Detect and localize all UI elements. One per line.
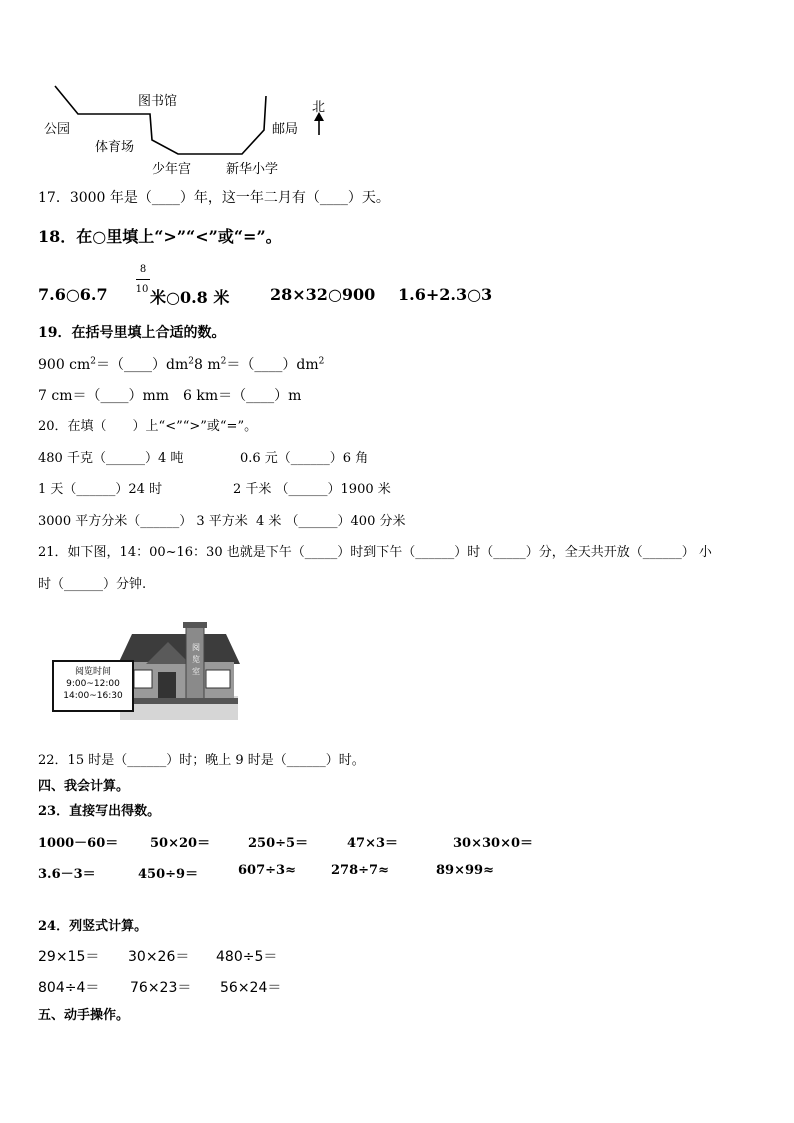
superscript: 2	[318, 356, 325, 367]
question-19-l1c: 8 m	[194, 357, 221, 373]
question-20-r1a: 480 千克（______）4 吨	[38, 451, 184, 466]
question-24-title: 24．列竖式计算。	[38, 919, 148, 934]
calc-item: 56×24＝	[220, 980, 282, 996]
superscript: 2	[220, 356, 227, 367]
map-label-youth-palace: 少年宫	[152, 162, 192, 177]
question-23-title: 23．直接写出得数。	[38, 804, 161, 819]
question-21-line2: 时（______）分钟.	[38, 577, 147, 592]
map-label-xinhua-school: 新华小学	[226, 162, 279, 177]
question-19-line2: 7 cm＝（____）mm 6 km＝（____）m	[38, 388, 302, 404]
calc-item: 30×26＝	[128, 949, 190, 965]
sign-time-1: 9:00~12:00	[66, 679, 120, 689]
section-4-title: 四、我会计算。	[38, 779, 130, 794]
calc-item: 47×3＝	[347, 836, 399, 851]
question-20-r3a: 3000 平方分米（______） 3 平方米	[38, 514, 248, 529]
map-label-post-office: 邮局	[272, 122, 299, 137]
calc-item: 250÷5＝	[248, 836, 309, 851]
opening-hours-sign	[52, 660, 134, 712]
calc-item: 1000－60＝	[38, 836, 119, 851]
question-20-r3b: 4 米 （______）400 分米	[256, 514, 406, 529]
question-19-l1d: ＝（____）dm	[226, 357, 319, 373]
building-label-3: 室	[192, 667, 200, 676]
question-18-a: 7.6○6.7	[38, 285, 108, 304]
question-18-c: 28×32○900	[270, 285, 376, 304]
question-20-r2b: 2 千米 （______）1900 米	[233, 482, 391, 497]
calc-item: 278÷7≈	[331, 863, 389, 878]
question-19-l1a: 900 cm	[38, 357, 91, 373]
question-17: 17．3000 年是（____）年，这一年二月有（____）天。	[38, 190, 390, 206]
question-18-b: 米○0.8 米	[150, 288, 230, 307]
question-18-frac-den: 10	[135, 284, 149, 295]
question-20-r1b: 0.6 元（______）6 角	[240, 451, 369, 466]
map-label-park: 公园	[44, 122, 71, 137]
sign-title: 阅览时间	[74, 667, 111, 677]
map-label-north: 北	[312, 100, 326, 115]
map-label-stadium: 体育场	[95, 140, 135, 155]
sign-time-2: 14:00~16:30	[63, 691, 123, 701]
calc-item: 50×20＝	[150, 836, 211, 851]
superscript: 2	[90, 356, 97, 367]
calc-item: 76×23＝	[130, 980, 192, 996]
calc-item: 30×30×0＝	[453, 836, 534, 851]
calc-item: 29×15＝	[38, 949, 100, 965]
calc-item: 480÷5＝	[216, 949, 278, 965]
map-label-library: 图书馆	[138, 94, 178, 109]
section-5-title: 五、动手操作。	[38, 1008, 130, 1023]
question-19-title: 19．在括号里填上合适的数。	[38, 325, 226, 341]
building-label-1: 阅	[192, 643, 200, 652]
question-19-l1b: ＝（____）dm	[96, 357, 189, 373]
question-18-title: 18．在○里填上“>”“<”或“=”。	[38, 227, 282, 246]
question-20-r2a: 1 天（______）24 时	[38, 482, 163, 497]
question-20-title: 20．在填（ ）上“<”“>”或“=”。	[38, 419, 258, 434]
calc-item: 804÷4＝	[38, 980, 100, 996]
calc-item: 607÷3≈	[238, 863, 296, 878]
superscript: 2	[188, 356, 195, 367]
question-18-frac-num: 8	[139, 264, 147, 275]
question-21-line1: 21．如下图，14：00~16：30 也就是下午（_____）时到下午（______）时（_____）分，全天共开放（______） 小	[38, 545, 712, 560]
calc-item: 450÷9＝	[138, 867, 199, 882]
question-18-d: 1.6+2.3○3	[398, 285, 493, 304]
question-22: 22．15 时是（______）时；晚上 9 时是（______）时。	[38, 753, 365, 768]
calc-item: 89×99≈	[436, 863, 494, 878]
building-label-2: 览	[192, 655, 200, 664]
calc-item: 3.6－3＝	[38, 867, 96, 882]
